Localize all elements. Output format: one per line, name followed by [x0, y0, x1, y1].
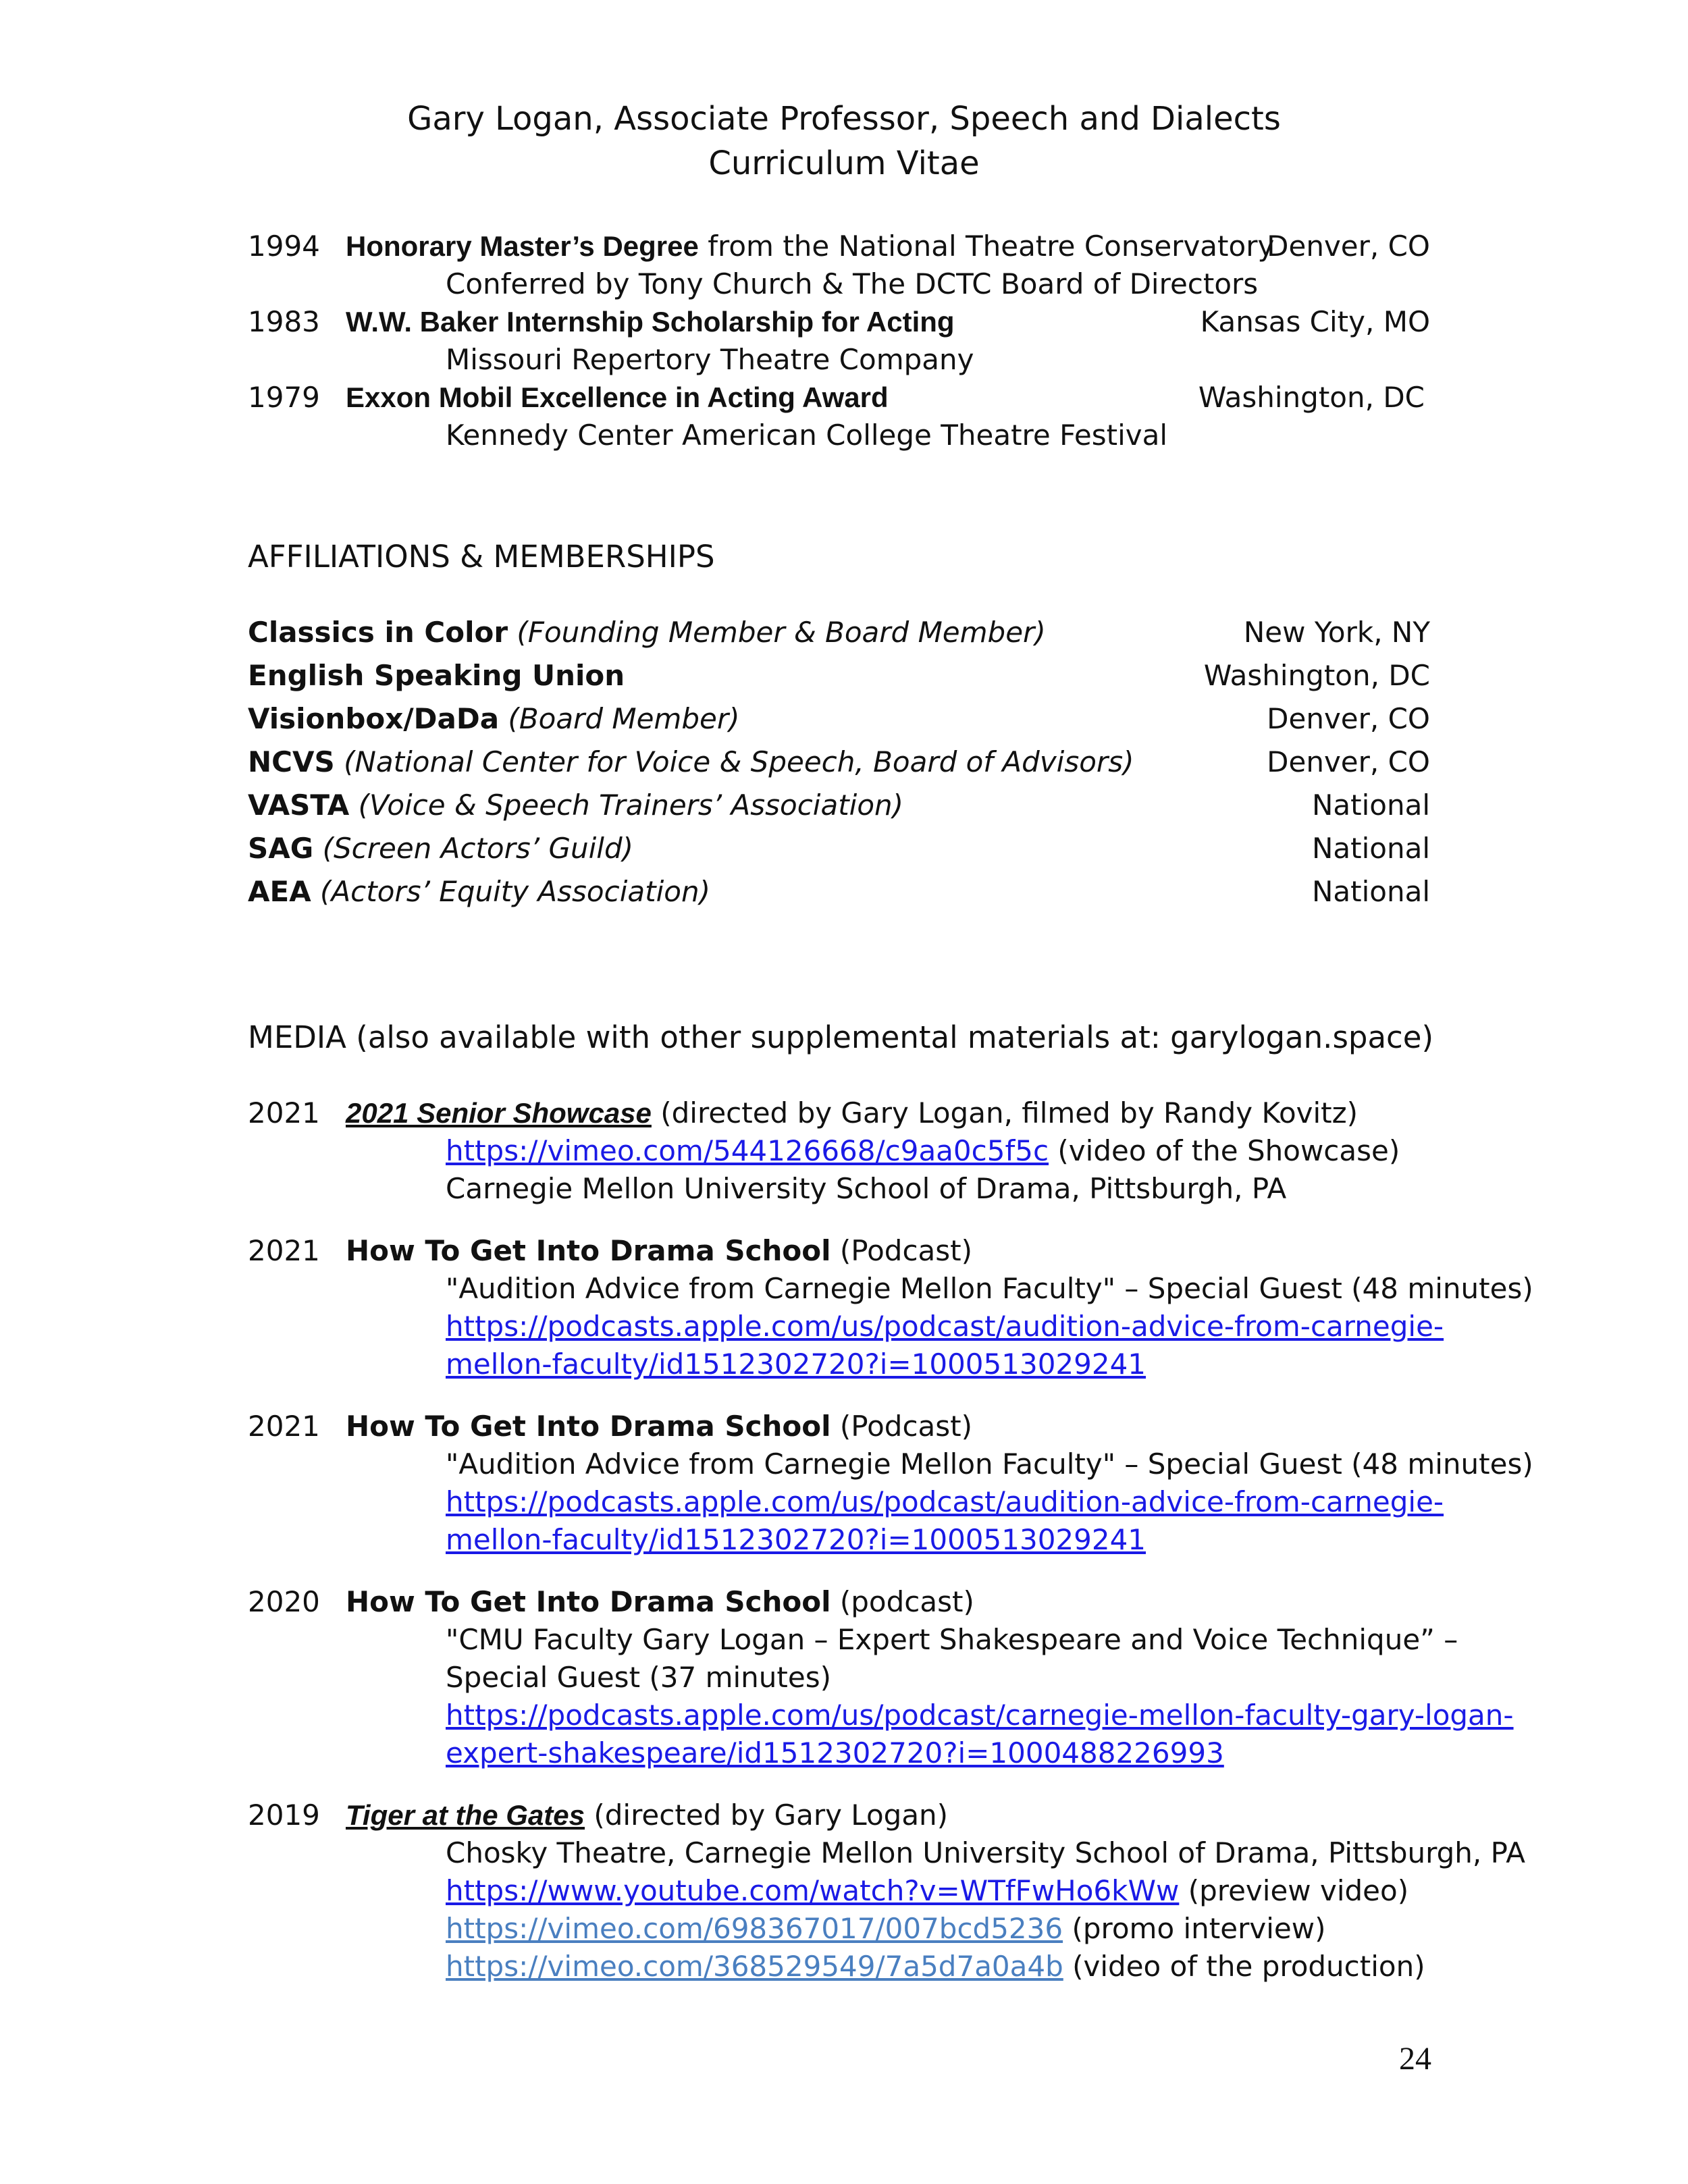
media-link-continued[interactable]: mellon-faculty/id1512302720?i=1000513029241 — [446, 1523, 1146, 1556]
media-link-note: (promo interview) — [1063, 1912, 1326, 1945]
affiliation-note: (Screen Actors’ Guild) — [313, 832, 634, 865]
media-title-line — [346, 1585, 974, 1618]
media-link-line — [446, 1952, 1425, 1981]
media-title: Tiger at the Gates — [346, 1799, 585, 1831]
media-link[interactable]: https://podcasts.apple.com/us/podcast/carnegie-mellon-faculty-gary-logan- — [446, 1699, 1514, 1732]
affiliation-location: National — [1311, 832, 1430, 865]
award-detail: Conferred by Tony Church & The DCTC Board of Directors — [446, 267, 1259, 300]
award-location: Washington, DC — [1198, 381, 1425, 414]
media-description: "CMU Faculty Gary Logan – Expert Shakespeare and Voice Technique” – — [446, 1623, 1458, 1656]
affiliation-note: (Actors’ Equity Association) — [311, 875, 710, 908]
affiliation-item — [248, 702, 740, 735]
award-year: 1994 — [248, 230, 320, 263]
affiliation-location: Denver, CO — [1267, 702, 1430, 735]
affiliation-location: National — [1311, 789, 1430, 822]
media-year: 2021 — [248, 1410, 320, 1443]
award-location: Kansas City, MO — [1200, 305, 1430, 338]
affiliation-name: VASTA — [248, 789, 350, 822]
media-title: How To Get Into Drama School — [346, 1585, 831, 1618]
award-year: 1983 — [248, 305, 320, 338]
affiliation-item — [248, 791, 903, 820]
media-title-line — [346, 1412, 972, 1441]
media-title-after: (Podcast) — [830, 1410, 973, 1443]
affiliation-location: Washington, DC — [1203, 659, 1430, 692]
media-description: "Audition Advice from Carnegie Mellon Faculty" – Special Guest (48 minutes) — [446, 1272, 1533, 1305]
media-year: 2021 — [248, 1096, 320, 1129]
media-description: "Audition Advice from Carnegie Mellon Faculty" – Special Guest (48 minutes) — [446, 1447, 1533, 1481]
page-header-title: Gary Logan, Associate Professor, Speech and Dialects — [407, 100, 1281, 138]
media-link-continued[interactable]: expert-shakespeare/id1512302720?i=1000488226993 — [446, 1736, 1224, 1769]
media-title-after: (podcast) — [830, 1585, 974, 1618]
affiliation-name: NCVS — [248, 745, 335, 778]
media-link-note: (video of the production) — [1063, 1950, 1425, 1983]
affiliation-location: Denver, CO — [1267, 745, 1430, 778]
affiliations-heading: AFFILIATIONS & MEMBERSHIPS — [248, 539, 715, 575]
award-title: Honorary Master’s Degree — [346, 230, 699, 262]
media-description-continued: Special Guest (37 minutes) — [446, 1661, 831, 1694]
media-title: How To Get Into Drama School — [346, 1234, 831, 1267]
media-link[interactable]: https://podcasts.apple.com/us/podcast/audition-advice-from-carnegie- — [446, 1485, 1444, 1518]
media-link[interactable]: https://vimeo.com/544126668/c9aa0c5f5c — [446, 1134, 1049, 1167]
award-title: W.W. Baker Internship Scholarship for Acting — [346, 306, 955, 338]
award-rest: from the National Theatre Conservatory — [698, 230, 1275, 263]
award-line — [346, 232, 1274, 261]
media-title-after: (Podcast) — [830, 1234, 973, 1267]
media-title-after: (directed by Gary Logan, filmed by Randy Kovitz) — [651, 1096, 1359, 1129]
media-title-line — [346, 1234, 973, 1267]
page-header-subtitle: Curriculum Vitae — [708, 144, 980, 182]
media-heading: MEDIA (also available with other supplemental materials at: garylogan.space) — [248, 1019, 1434, 1055]
affiliation-item — [248, 834, 633, 863]
media-year: 2019 — [248, 1799, 320, 1832]
media-year: 2020 — [248, 1585, 320, 1618]
media-link-continued[interactable]: mellon-faculty/id1512302720?i=1000513029241 — [446, 1348, 1146, 1381]
award-title: Exxon Mobil Excellence in Acting Award — [346, 381, 889, 413]
media-venue: Carnegie Mellon University School of Drama, Pittsburgh, PA — [446, 1172, 1287, 1205]
media-link-line — [446, 1134, 1400, 1167]
affiliation-item — [248, 659, 625, 692]
media-link-note: (video of the Showcase) — [1049, 1134, 1400, 1167]
award-year: 1979 — [248, 381, 320, 414]
affiliation-note: (Founding Member & Board Member) — [508, 616, 1046, 649]
media-link[interactable]: https://www.youtube.com/watch?v=WTfFwHo6kWw — [446, 1874, 1180, 1907]
media-title-after: (directed by Gary Logan) — [585, 1799, 949, 1832]
affiliation-note: (Voice & Speech Trainers’ Association) — [349, 789, 904, 822]
affiliation-name: Visionbox/DaDa — [248, 702, 500, 735]
award-detail: Missouri Repertory Theatre Company — [446, 343, 974, 376]
affiliation-item — [248, 875, 710, 908]
media-link-line — [446, 1874, 1409, 1907]
affiliation-note: (National Center for Voice & Speech, Board of Advisors) — [334, 745, 1134, 778]
affiliation-location: New York, NY — [1243, 616, 1430, 649]
media-title: How To Get Into Drama School — [346, 1410, 831, 1443]
media-link-note: (preview video) — [1179, 1874, 1409, 1907]
affiliation-name: Classics in Color — [248, 616, 508, 649]
affiliation-item — [248, 618, 1046, 647]
media-link-line — [446, 1912, 1326, 1945]
media-link[interactable]: https://vimeo.com/368529549/7a5d7a0a4b — [446, 1950, 1063, 1983]
affiliation-name: SAG — [248, 832, 314, 865]
media-year: 2021 — [248, 1234, 320, 1267]
media-venue: Chosky Theatre, Carnegie Mellon University School of Drama, Pittsburgh, PA — [446, 1836, 1525, 1869]
media-link[interactable]: https://podcasts.apple.com/us/podcast/audition-advice-from-carnegie- — [446, 1310, 1444, 1343]
affiliation-note: (Board Member) — [499, 702, 740, 735]
media-title-line — [346, 1096, 1359, 1129]
page-number: 24 — [1399, 2041, 1431, 2077]
affiliation-location: National — [1311, 875, 1430, 908]
media-title-line — [346, 1801, 948, 1830]
media-link[interactable]: https://vimeo.com/698367017/007bcd5236 — [446, 1912, 1063, 1945]
media-title: 2021 Senior Showcase — [346, 1097, 652, 1129]
affiliation-name: English Speaking Union — [248, 659, 625, 692]
award-location: Denver, CO — [1267, 230, 1430, 263]
award-detail: Kennedy Center American College Theatre Festival — [446, 419, 1168, 452]
affiliation-item — [248, 745, 1134, 778]
affiliation-name: AEA — [248, 875, 311, 908]
